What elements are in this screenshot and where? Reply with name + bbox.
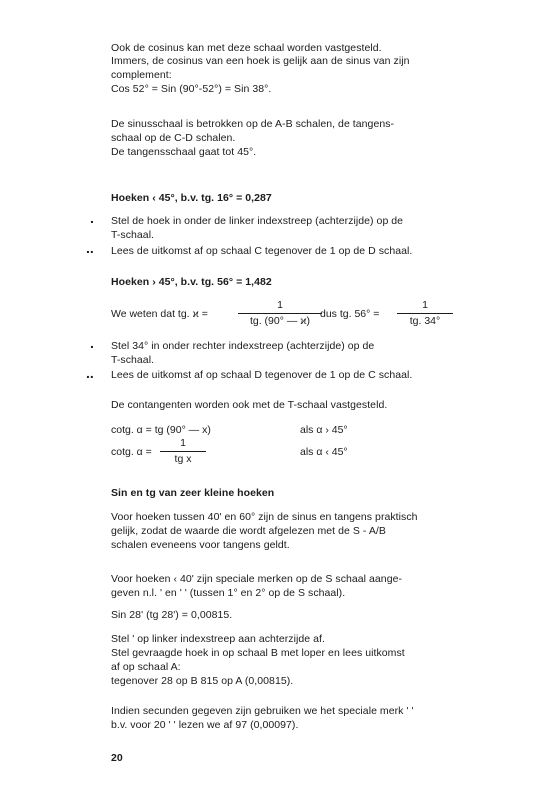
text-line: Voor hoeken ‹ 40' zijn speciale merken op de S schaal aange-	[111, 573, 403, 585]
formula-condition: als α › 45°	[300, 424, 348, 436]
step-bullet: ..	[86, 240, 94, 256]
text-line: schalen eveneens voor tangens geldt.	[111, 539, 290, 551]
step-text: Lees de uitkomst af op schaal D tegenover de 1 op de C schaal.	[111, 369, 413, 381]
text-line: gelijk, zodat de waarde die wordt afgelezen met de S - A/B	[111, 525, 386, 537]
text-line: De sinusschaal is betrokken op de A-B schalen, de tangens-	[111, 118, 395, 130]
fraction-numerator: 1	[422, 299, 428, 311]
page-number: 20	[111, 752, 123, 764]
step-text: T-schaal.	[111, 229, 155, 241]
text-line: Ook de cosinus kan met deze schaal worden vastgesteld.	[111, 42, 382, 54]
step-bullet: .	[90, 210, 94, 226]
text-line: De tangensschaal gaat tot 45°.	[111, 146, 257, 158]
fraction	[238, 299, 322, 328]
step-text: Lees de uitkomst af op schaal C tegenover de 1 op de D schaal.	[111, 245, 413, 257]
text-line: Indien secunden gegeven zijn gebruiken we het speciale merk ' '	[111, 705, 414, 717]
text-line: Cos 52° = Sin (90°-52°) = Sin 38°.	[111, 83, 272, 95]
text-line: Stel ' op linker indexstreep aan achterzijde af.	[111, 633, 325, 645]
step-text: T-schaal.	[111, 354, 155, 366]
text-line: af op schaal A:	[111, 661, 181, 673]
section-heading: Hoeken ‹ 45°, b.v. tg. 16° = 0,287	[111, 192, 272, 204]
fraction-denominator: tg x	[160, 451, 206, 466]
text-line: tegenover 28 op B 815 op A (0,00815).	[111, 675, 294, 687]
text-line: Sin 28' (tg 28') = 0,00815.	[111, 609, 233, 621]
text-line: Voor hoeken tussen 40' en 60° zijn de sinus en tangens praktisch	[111, 511, 418, 523]
text-line: Stel gevraagde hoek in op schaal B met loper en lees uitkomst	[111, 647, 405, 659]
text-line: b.v. voor 20 ' ' lezen we af 97 (0,00097).	[111, 719, 299, 731]
fraction-numerator: 1	[277, 299, 283, 311]
fraction-denominator: tg. 34°	[397, 313, 453, 328]
step-bullet: ..	[86, 365, 94, 381]
formula-lead: cotg. α =	[111, 446, 152, 458]
text-line: De contangenten worden ook met de T-schaal vastgesteld.	[111, 399, 388, 411]
text-line: schaal op de C-D schalen.	[111, 132, 236, 144]
step-text: Stel 34° in onder rechter indexstreep (achterzijde) op de	[111, 340, 375, 352]
text-line: geven n.l. ' en ' ' (tussen 1° en 2° op de S schaal).	[111, 587, 346, 599]
step-bullet: .	[90, 335, 94, 351]
section-heading: Hoeken › 45°, b.v. tg. 56° = 1,482	[111, 276, 272, 288]
formula-mid: dus tg. 56° =	[320, 308, 380, 320]
fraction	[160, 437, 206, 466]
formula-condition: als α ‹ 45°	[300, 446, 348, 458]
fraction-denominator: tg. (90° — ϰ)	[238, 313, 322, 328]
text-line: Immers, de cosinus van een hoek is gelijk aan de sinus van zijn	[111, 55, 410, 67]
fraction	[397, 299, 453, 328]
text-line: complement:	[111, 69, 172, 81]
formula-lead: We weten dat tg. ϰ =	[111, 308, 208, 320]
section-heading: Sin en tg van zeer kleine hoeken	[111, 487, 275, 499]
fraction-numerator: 1	[180, 437, 186, 449]
step-text: Stel de hoek in onder de linker indexstreep (achterzijde) op de	[111, 215, 404, 227]
formula-row: cotg. α = tg (90° — x)	[111, 424, 211, 436]
